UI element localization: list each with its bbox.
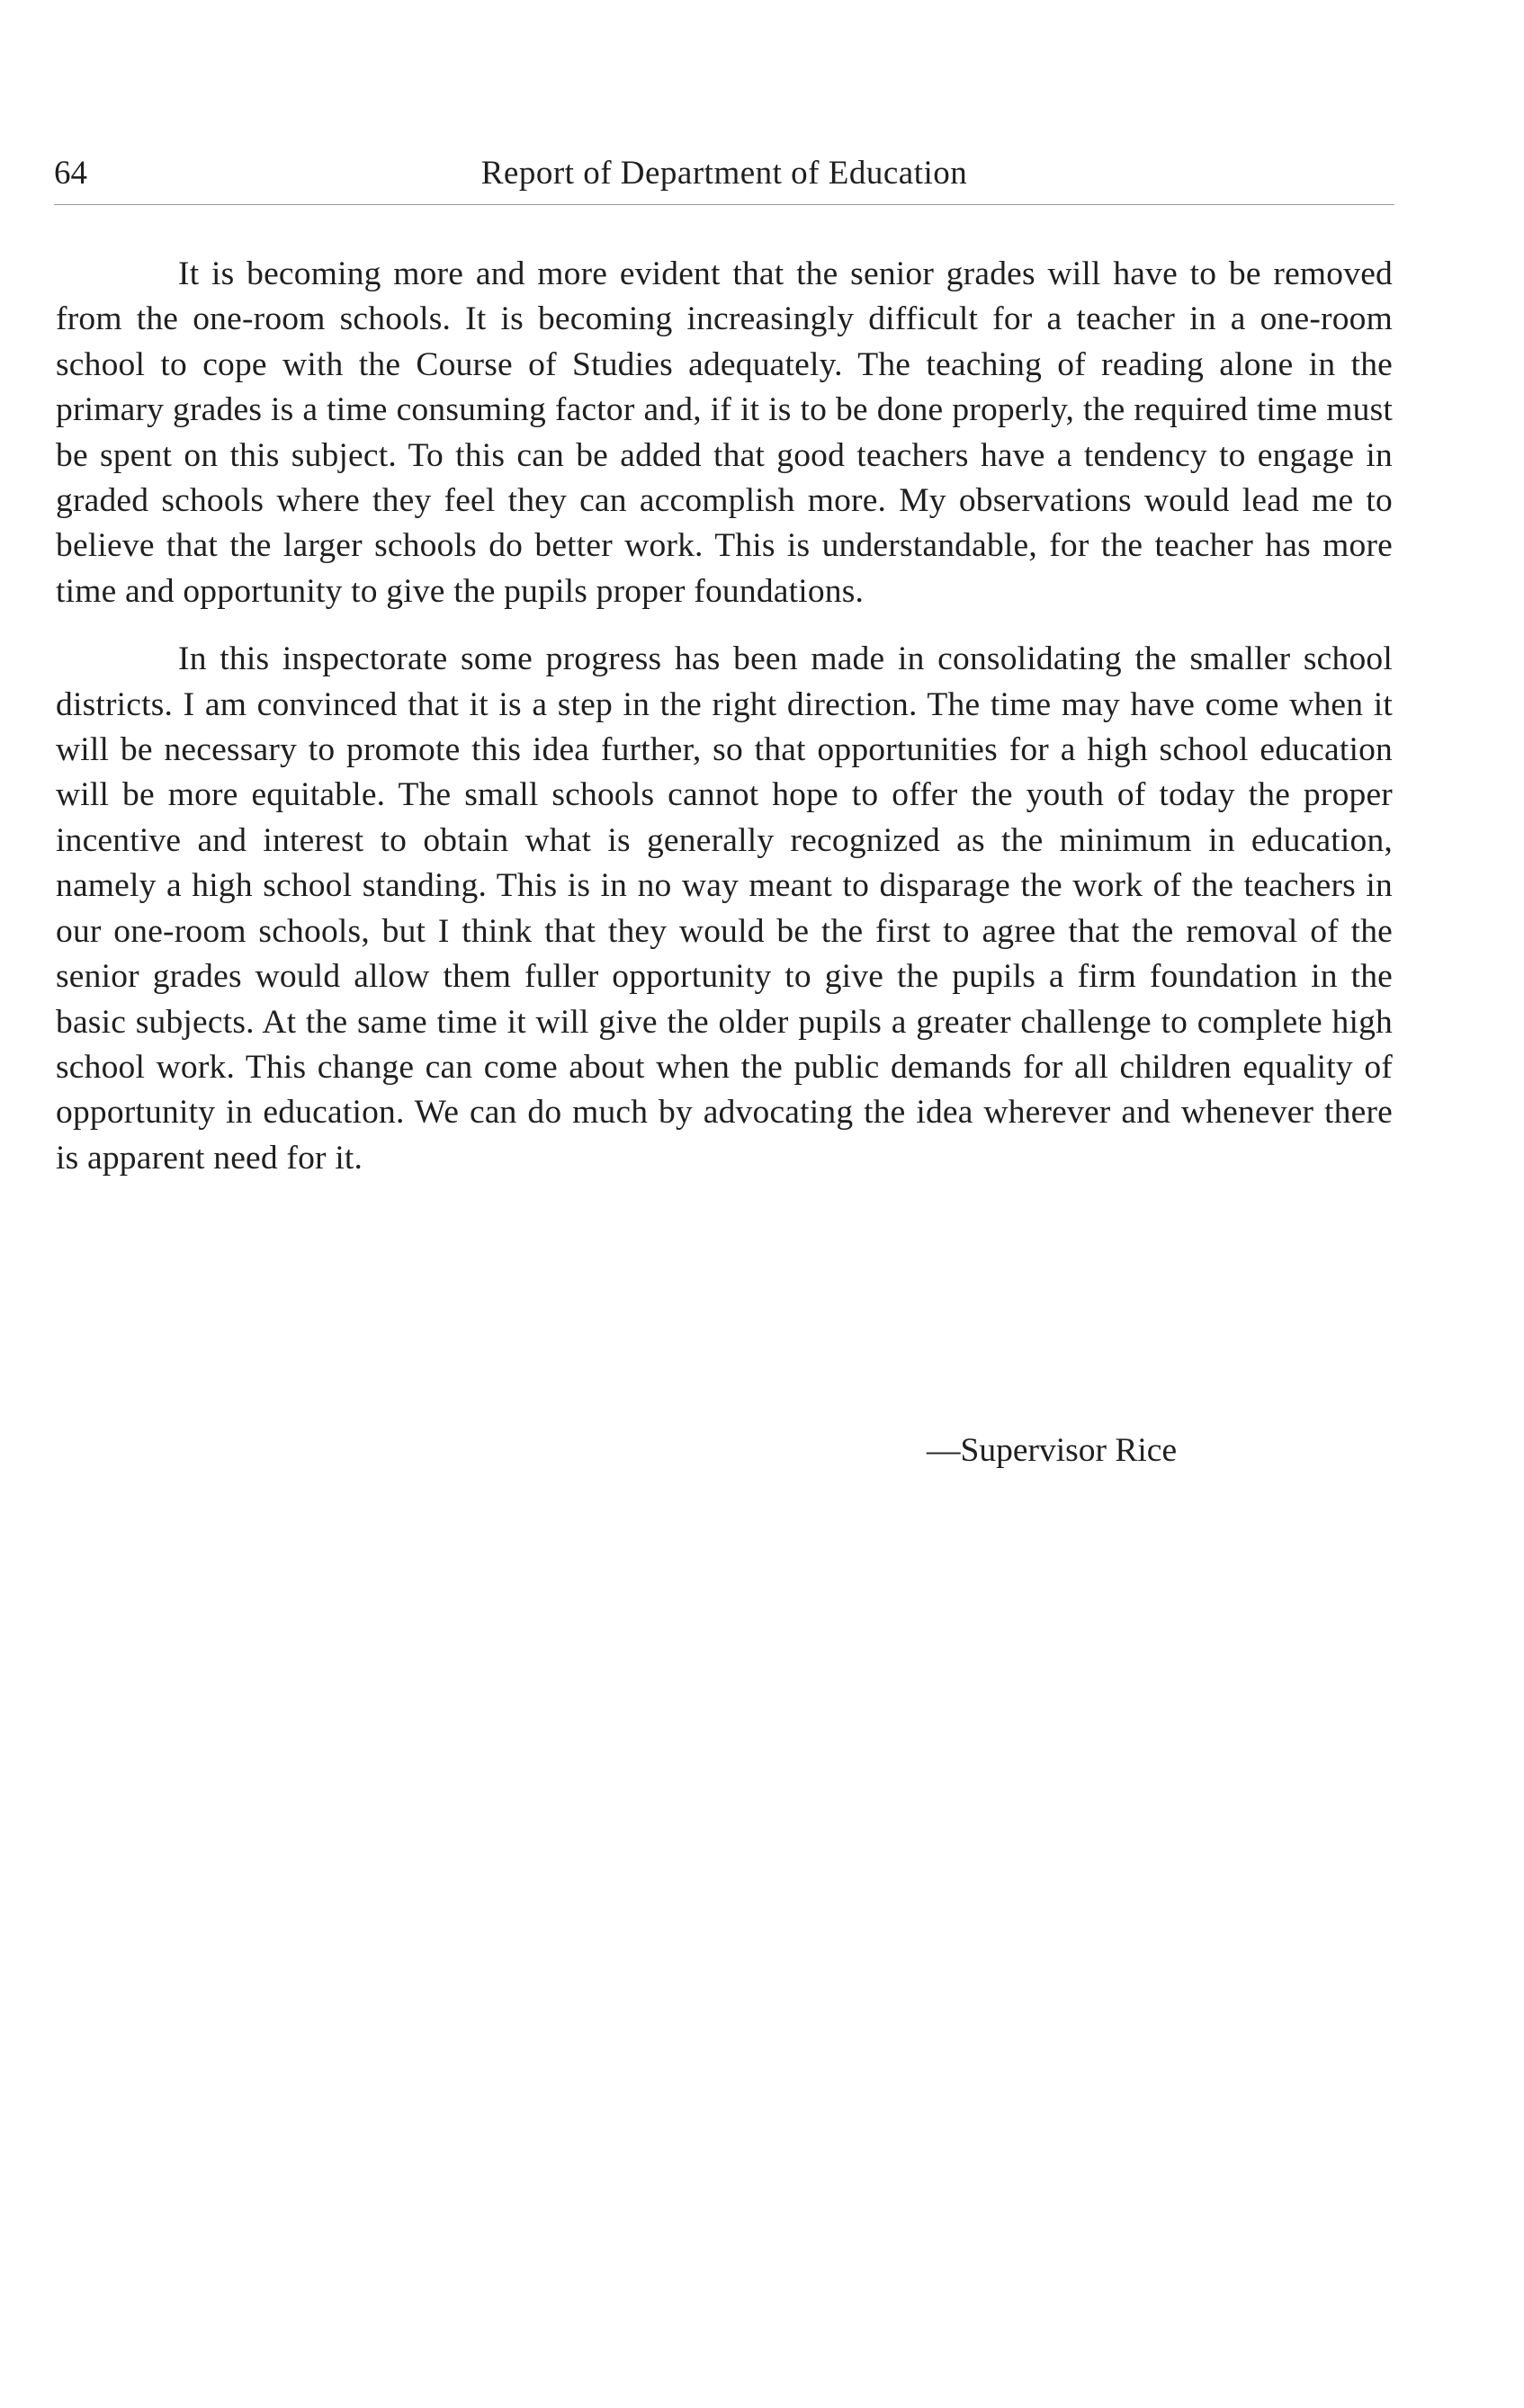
- page-number: 64: [54, 155, 87, 192]
- signature: —Supervisor Rice: [927, 1432, 1178, 1469]
- paragraph: In this inspectorate some progress has been made in consolidating the smaller school districts. I am convinced that it is a step in the right direction. The time may have come when it will be necessary to promote this idea further, so that opportunities for a high school education will be more equitable. The small schools cannot hope to offer the youth of today the proper incentive and interest to obtain what is generally recognized as the minimum in education, namely a high school standing. This is in no way meant to disparage the work of the teachers in our one-room schools, but I think that they would be the first to agree that the removal of the senior grades would allow them fuller opportunity to give the pupils a firm foundation in the basic subjects. At the same time it will give the older pupils a greater challenge to complete high school work. This change can come about when the public demands for all children equality of opportunity in education. We can do much by advocating the idea wherever and whenever there is apparent need for it.: [56, 640, 1393, 1177]
- header-rule: [54, 204, 1394, 205]
- running-title: Report of Department of Education: [480, 155, 968, 192]
- paragraph: It is becoming more and more evident that the senior grades will have to be removed from the one-room schools. It is becoming increasingly difficult for a teacher in a one-room school to cope with the Course of Studies adequately. The teaching of reading alone in the primary grades is a time consuming factor and, if it is to be done properly, the required time must be spent on this subject. To this can be added that good teachers have a tendency to engage in graded schools where they feel they can accomplish more. My observations would lead me to believe that the larger schools do better work. This is understandable, for the teacher has more time and opportunity to give the pupils proper foundations.: [56, 255, 1393, 610]
- body-text: [56, 252, 1393, 1204]
- running-head: [54, 151, 1394, 196]
